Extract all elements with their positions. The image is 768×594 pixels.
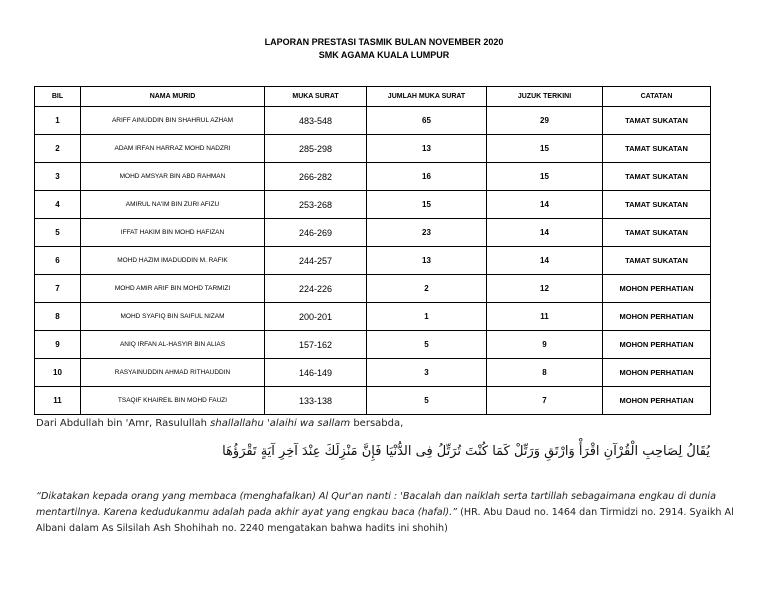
table-row — [35, 359, 711, 387]
cell-bil: 9 — [35, 331, 81, 359]
cell-muka: 157-162 — [265, 331, 367, 359]
cell-juzuk: 7 — [487, 387, 603, 415]
cell-bil: 1 — [35, 107, 81, 135]
hadith-translation — [36, 489, 736, 537]
table-row — [35, 247, 711, 275]
cell-jumlah: 13 — [367, 247, 487, 275]
cell-juzuk: 14 — [487, 191, 603, 219]
col-header-nama: NAMA MURID — [81, 87, 265, 107]
cell-catatan: MOHON PERHATIAN — [603, 359, 711, 387]
cell-jumlah: 65 — [367, 107, 487, 135]
report-table — [34, 86, 711, 415]
cell-muka: 246-269 — [265, 219, 367, 247]
hadith-intro — [36, 418, 403, 429]
cell-nama: IFFAT HAKIM BIN MOHD HAFIZAN — [81, 219, 265, 247]
cell-nama: MOHD SYAFIQ BIN SAIFUL NIZAM — [81, 303, 265, 331]
cell-juzuk: 14 — [487, 247, 603, 275]
cell-nama: TSAQIF KHAIREIL BIN MOHD FAUZI — [81, 387, 265, 415]
cell-jumlah: 23 — [367, 219, 487, 247]
cell-jumlah: 16 — [367, 163, 487, 191]
cell-muka: 285-298 — [265, 135, 367, 163]
table-row — [35, 303, 711, 331]
cell-nama: MOHD AMIR ARIF BIN MOHD TARMIZI — [81, 275, 265, 303]
cell-muka: 266-282 — [265, 163, 367, 191]
cell-catatan: TAMAT SUKATAN — [603, 107, 711, 135]
cell-nama: RASYAINUDDIN AHMAD RITHAUDDIN — [81, 359, 265, 387]
cell-bil: 5 — [35, 219, 81, 247]
cell-juzuk: 8 — [487, 359, 603, 387]
cell-juzuk: 12 — [487, 275, 603, 303]
cell-jumlah: 13 — [367, 135, 487, 163]
cell-catatan: TAMAT SUKATAN — [603, 247, 711, 275]
table-row — [35, 107, 711, 135]
hadith-intro-italic: shallallahu 'alaihi wa sallam — [210, 418, 351, 429]
table-row — [35, 331, 711, 359]
cell-nama: ADAM IRFAN HARRAZ MOHD NADZRI — [81, 135, 265, 163]
hadith-arabic-text: يُقَالُ لِصَاحِبِ الْقُرْآنِ اقْرَأْ وَارْتَقِ وَرَتِّلْ كَمَا كُنْتَ تُرَتِّلُ فِى الدُّنْيَا فَإِنَّ مَنْزِلَكَ عِنْدَ آخِرِ آيَةٍ تَقْرَؤُهَا — [222, 444, 710, 459]
table-row — [35, 219, 711, 247]
cell-juzuk: 9 — [487, 331, 603, 359]
cell-jumlah: 2 — [367, 275, 487, 303]
cell-muka: 200-201 — [265, 303, 367, 331]
cell-nama: MOHD AMSYAR BIN ABD RAHMAN — [81, 163, 265, 191]
hadith-translation-italic: “Dikatakan kepada orang yang membaca (menghafalkan) Al Qur'an nanti : 'Bacalah dan naiklah serta tartillah sebagaimana engkau di dunia mentartilnya. Karena kedudukanmu adalah pada akhir ayat yang engkau baca (hafal).” — [36, 491, 716, 518]
cell-catatan: MOHON PERHATIAN — [603, 275, 711, 303]
col-header-juzuk: JUZUK TERKINI — [487, 87, 603, 107]
cell-juzuk: 14 — [487, 219, 603, 247]
cell-jumlah: 3 — [367, 359, 487, 387]
cell-bil: 2 — [35, 135, 81, 163]
cell-bil: 10 — [35, 359, 81, 387]
col-header-catatan: CATATAN — [603, 87, 711, 107]
cell-muka: 133-138 — [265, 387, 367, 415]
cell-jumlah: 1 — [367, 303, 487, 331]
cell-muka: 146-149 — [265, 359, 367, 387]
cell-muka: 244-257 — [265, 247, 367, 275]
cell-muka: 483-548 — [265, 107, 367, 135]
cell-catatan: MOHON PERHATIAN — [603, 387, 711, 415]
cell-nama: ARIFF AINUDDIN BIN SHAHRUL AZHAM — [81, 107, 265, 135]
cell-jumlah: 5 — [367, 387, 487, 415]
cell-muka: 224-226 — [265, 275, 367, 303]
report-title-line1: LAPORAN PRESTASI TASMIK BULAN NOVEMBER 2020 — [264, 37, 504, 47]
cell-jumlah: 15 — [367, 191, 487, 219]
cell-juzuk: 11 — [487, 303, 603, 331]
table-row — [35, 191, 711, 219]
hadith-intro-suffix: bersabda, — [350, 418, 404, 429]
cell-catatan: TAMAT SUKATAN — [603, 135, 711, 163]
cell-catatan: TAMAT SUKATAN — [603, 219, 711, 247]
table-row — [35, 387, 711, 415]
cell-catatan: TAMAT SUKATAN — [603, 163, 711, 191]
col-header-jumlah: JUMLAH MUKA SURAT — [367, 87, 487, 107]
cell-juzuk: 15 — [487, 163, 603, 191]
hadith-reference: (HR. Abu Daud no. 1464 dan Tirmidzi no. 2914. Syaikh Al Albani dalam As Silsilah Ash Shohihah no. 2240 mengatakan bahwa hadits ini shohih) — [36, 507, 734, 534]
cell-catatan: MOHON PERHATIAN — [603, 331, 711, 359]
cell-juzuk: 15 — [487, 135, 603, 163]
table-row — [35, 163, 711, 191]
cell-bil: 6 — [35, 247, 81, 275]
report-title-line2: SMK AGAMA KUALA LUMPUR — [318, 50, 450, 60]
col-header-bil: BIL — [35, 87, 81, 107]
table-row — [35, 275, 711, 303]
hadith-intro-prefix: Dari Abdullah bin 'Amr, Rasulullah — [36, 418, 211, 429]
cell-bil: 8 — [35, 303, 81, 331]
col-header-muka: MUKA SURAT — [265, 87, 367, 107]
cell-jumlah: 5 — [367, 331, 487, 359]
cell-bil: 4 — [35, 191, 81, 219]
cell-nama: MOHD HAZIM IMADUDDIN M. RAFIK — [81, 247, 265, 275]
cell-nama: ANIQ IRFAN AL-HASYIR BIN ALIAS — [81, 331, 265, 359]
cell-muka: 253-268 — [265, 191, 367, 219]
cell-juzuk: 29 — [487, 107, 603, 135]
cell-catatan: TAMAT SUKATAN — [603, 191, 711, 219]
table-header-row — [35, 87, 711, 107]
cell-bil: 7 — [35, 275, 81, 303]
table-row — [35, 135, 711, 163]
report-title — [0, 36, 768, 62]
cell-bil: 3 — [35, 163, 81, 191]
cell-catatan: MOHON PERHATIAN — [603, 303, 711, 331]
cell-bil: 11 — [35, 387, 81, 415]
cell-nama: AMIRUL NA'IM BIN ZURI AFIZU — [81, 191, 265, 219]
